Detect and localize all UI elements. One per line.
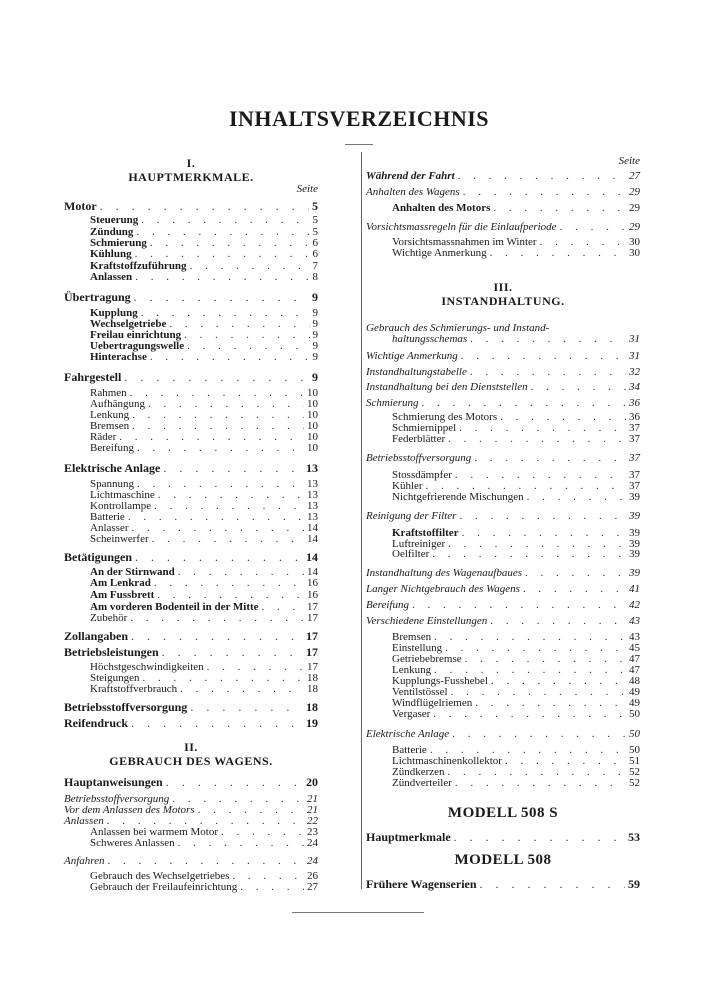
leader-dots <box>454 830 625 845</box>
entry-page: 14 <box>306 550 318 564</box>
entry-label: Gebrauch der Freilaufeinrichtung <box>90 881 238 893</box>
leader-dots <box>448 433 626 445</box>
entry-label: Kühler <box>392 480 423 492</box>
toc-entry <box>366 615 640 627</box>
section-2-title: GEBRAUCH DES WAGENS. <box>109 754 273 768</box>
entry-page: 13 <box>307 511 318 523</box>
entry-label: Anhalten des Motors <box>392 202 491 214</box>
entry-page: 10 <box>307 420 318 432</box>
entry-label: Verschiedene Einstellungen <box>366 615 488 627</box>
entry-page: 14 <box>307 533 318 545</box>
entry-page: 17 <box>306 629 318 643</box>
toc-entry <box>64 645 318 660</box>
entry-label: Einstellung <box>392 642 443 654</box>
entry-label: Kühlung <box>90 248 132 260</box>
toc-entry <box>366 202 640 214</box>
entry-label: Während der Fahrt <box>366 170 455 182</box>
entry-page: 48 <box>629 675 640 687</box>
leader-dots <box>432 548 626 560</box>
entry-page: 29 <box>629 221 640 233</box>
entry-label: Windflügelriemen <box>392 697 473 709</box>
entry-page: 14 <box>307 566 318 578</box>
toc-entry <box>64 700 318 715</box>
entry-page: 39 <box>629 567 640 579</box>
entry-label: Lenkung <box>90 409 130 421</box>
entry-label: Kraftstoffverbrauch <box>90 683 178 695</box>
entry-label: Kupplungs-Fusshebel <box>392 675 488 687</box>
entry-label: Schmiernippel <box>392 422 457 434</box>
entry-label: Anlassen bei warmem Motor <box>90 826 218 838</box>
toc-entry <box>64 716 318 731</box>
entry-page: 9 <box>312 340 318 352</box>
leader-dots <box>130 612 304 624</box>
entry-label: Anfahren <box>64 855 105 867</box>
entry-page: 10 <box>307 387 318 399</box>
leader-dots <box>531 381 626 393</box>
entry-label: Motor <box>64 199 97 213</box>
entry-label: Wechselgetriebe <box>90 318 167 330</box>
model-508s-entry <box>366 830 640 845</box>
entry-page: 36 <box>629 411 640 423</box>
entry-label: Luftreiniger <box>392 538 446 550</box>
leader-dots <box>150 351 310 363</box>
toc-entry <box>64 629 318 644</box>
left-column <box>64 0 318 1000</box>
entry-label: Rahmen <box>90 387 127 399</box>
seite-label-left: Seite <box>296 183 318 195</box>
entry-page: 9 <box>312 318 318 330</box>
model-508s-title: MODELL 508 S <box>447 805 559 821</box>
toc-entry <box>64 550 318 565</box>
entry-page: 29 <box>629 186 640 198</box>
entry-page: 52 <box>629 777 640 789</box>
entry-label: Reifendruck <box>64 716 128 730</box>
entry-page: 6 <box>312 248 318 260</box>
entry-page: 19 <box>306 716 318 730</box>
entry-label: Reinigung der Filter <box>366 510 457 522</box>
entry-page: 37 <box>629 480 640 492</box>
entry-label: Am Lenkrad <box>90 577 151 589</box>
leader-dots <box>190 700 303 715</box>
toc-entry <box>366 510 640 522</box>
entry-page: 39 <box>629 527 640 539</box>
toc-entry <box>366 397 640 409</box>
toc-entry <box>366 221 640 233</box>
entry-page: 13 <box>307 489 318 501</box>
toc-entry <box>64 775 318 790</box>
model-508-title: MODELL 508 <box>454 852 552 868</box>
entry-label: Lichtmaschinenkollektor <box>392 755 502 767</box>
entry-label: Oelfilter <box>392 548 430 560</box>
section-3-title: INSTANDHALTUNG. <box>441 294 565 308</box>
leader-dots <box>523 583 626 595</box>
toc-entry <box>366 452 640 464</box>
entry-label: Elektrische Anlage <box>366 728 450 740</box>
leader-dots <box>131 716 303 731</box>
entry-label: Vorsichtsmassnahmen im Winter <box>392 236 537 248</box>
entry-label: Kraftstoffilter <box>392 527 459 539</box>
entry-page: 43 <box>629 631 640 643</box>
toc-entry <box>64 442 318 454</box>
toc-entry <box>64 248 318 260</box>
toc-entry <box>366 381 640 393</box>
entry-label: Batterie <box>90 511 125 523</box>
leader-dots <box>455 777 626 789</box>
section-3-numeral: III. <box>493 280 513 294</box>
leader-dots <box>180 683 304 695</box>
leader-dots <box>134 290 309 305</box>
entry-page: 52 <box>629 766 640 778</box>
entry-page: 14 <box>307 522 318 534</box>
entry-label: Anlassen <box>90 271 133 283</box>
toc-entry <box>64 214 318 226</box>
toc-entry <box>366 491 640 503</box>
leader-dots <box>141 214 309 226</box>
toc-entry <box>64 577 318 589</box>
leader-dots <box>493 202 626 214</box>
entry-label: Hauptanweisungen <box>64 775 163 789</box>
entry-page: 8 <box>312 271 318 283</box>
entry-label: Getriebebremse <box>392 653 462 665</box>
entry-page: 36 <box>629 397 640 409</box>
leader-dots <box>135 550 303 565</box>
entry-label: Hinterachse <box>90 351 147 363</box>
entry-label: Betätigungen <box>64 550 133 564</box>
entry-label: Wichtige Anmerkung <box>392 247 487 259</box>
toc-entry <box>366 333 640 345</box>
entry-page: 26 <box>307 870 318 882</box>
entry-label: Federblätter <box>392 433 446 445</box>
entry-label: Schweres Anlassen <box>90 837 175 849</box>
entry-label: Batterie <box>392 744 427 756</box>
entry-label: Schmierung <box>90 237 147 249</box>
entry-label: Anlasser <box>90 522 129 534</box>
bottom-divider <box>292 912 424 913</box>
entry-label: haltungsschemas <box>392 333 468 345</box>
leader-dots <box>433 708 626 720</box>
toc-entry <box>64 290 318 305</box>
toc-entry <box>64 855 318 867</box>
column-divider <box>361 152 362 889</box>
entry-page: 49 <box>629 686 640 698</box>
leader-dots <box>470 333 626 345</box>
entry-page: 30 <box>629 247 640 259</box>
entry-page: 21 <box>307 793 318 805</box>
toc-entry <box>366 567 640 579</box>
entry-label: Räder <box>90 431 117 443</box>
entry-page: 47 <box>629 664 640 676</box>
entry-page: 17 <box>306 645 318 659</box>
leader-dots <box>525 567 626 579</box>
entry-page: 18 <box>306 700 318 714</box>
entry-page: 39 <box>629 510 640 522</box>
entry-label: Gebrauch des Schmierungs- und Instand- <box>366 322 550 334</box>
toc-entry <box>64 271 318 283</box>
entry-label: Zündung <box>90 226 134 238</box>
toc-entry <box>64 881 318 893</box>
leader-dots <box>474 452 626 464</box>
entry-label: Betriebsstoffversorgung <box>366 452 472 464</box>
entry-page: 10 <box>307 409 318 421</box>
entry-label: Schmierung des Motors <box>392 411 498 423</box>
leader-dots <box>157 589 304 601</box>
leader-dots <box>560 221 626 233</box>
entry-page: 37 <box>629 469 640 481</box>
leader-dots <box>459 510 626 522</box>
entry-page: 37 <box>629 422 640 434</box>
entry-page: 30 <box>629 236 640 248</box>
entry-label: Stossdämpfer <box>392 469 452 481</box>
leader-dots <box>458 170 626 182</box>
toc-entry <box>64 351 318 363</box>
entry-page: 51 <box>629 755 640 767</box>
leader-dots <box>412 599 626 611</box>
entry-page: 10 <box>307 398 318 410</box>
entry-label: Zubehör <box>90 612 128 624</box>
entry-label: An der Stirnwand <box>90 566 175 578</box>
entry-page: 18 <box>307 672 318 684</box>
seite-label-right: Seite <box>618 155 640 167</box>
section-1-title: HAUPTMERKMALE. <box>128 170 254 184</box>
toc-entry <box>64 683 318 695</box>
entry-label: Wichtige Anmerkung <box>366 350 458 362</box>
entry-label: Kraftstoffzuführung <box>90 260 187 272</box>
entry-label: Instandhaltung bei den Dienststellen <box>366 381 528 393</box>
entry-label: Zündkerzen <box>392 766 445 778</box>
leader-dots <box>100 199 309 214</box>
entry-label: Vorsichtsmassregeln für die Einlaufperiode <box>366 221 557 233</box>
entry-page: 27 <box>629 170 640 182</box>
entry-page: 32 <box>629 366 640 378</box>
entry-page: 59 <box>628 877 640 891</box>
entry-label: Zündverteiler <box>392 777 452 789</box>
toc-entry <box>64 837 318 849</box>
entry-page: 34 <box>629 381 640 393</box>
entry-page: 16 <box>307 589 318 601</box>
entry-label: Uebertragungswelle <box>90 340 185 352</box>
section-1-numeral: I. <box>186 156 196 170</box>
entry-page: 31 <box>629 333 640 345</box>
entry-page: 47 <box>629 653 640 665</box>
leader-dots <box>108 855 304 867</box>
entry-page: 41 <box>629 583 640 595</box>
entry-page: 13 <box>306 461 318 475</box>
entry-page: 16 <box>307 577 318 589</box>
entry-label: Instandhaltung des Wagenaufbaues <box>366 567 523 579</box>
entry-label: Nichtgefrierende Mischungen <box>392 491 524 503</box>
entry-page: 39 <box>629 548 640 560</box>
leader-dots <box>137 442 304 454</box>
entry-page: 9 <box>312 290 318 304</box>
leader-dots <box>124 370 309 385</box>
entry-page: 27 <box>307 881 318 893</box>
entry-label: Höchstgeschwindigkeiten <box>90 661 204 673</box>
entry-page: 22 <box>307 815 318 827</box>
toc-entry <box>64 461 318 476</box>
page-title: INHALTSVERZEICHNIS <box>228 106 490 131</box>
entry-label: Spannung <box>90 478 134 490</box>
section-2-numeral: II. <box>184 740 198 754</box>
entry-label: Übertragung <box>64 290 131 304</box>
entry-label: Am vorderen Bodenteil in der Mitte <box>90 601 259 613</box>
entry-page: 9 <box>312 307 318 319</box>
entry-label: Kontrollampe <box>90 500 152 512</box>
leader-dots <box>135 248 310 260</box>
leader-dots <box>154 577 304 589</box>
entry-page: 37 <box>629 452 640 464</box>
entry-page: 9 <box>312 351 318 363</box>
toc-entry <box>366 366 640 378</box>
leader-dots <box>162 645 303 660</box>
toc-entry <box>366 247 640 259</box>
leader-dots <box>240 881 304 893</box>
toc-entry <box>64 612 318 624</box>
entry-label: Lichtmaschine <box>90 489 155 501</box>
toc-entry <box>366 548 640 560</box>
leader-dots <box>166 775 303 790</box>
entry-label: Anhalten des Wagens <box>366 186 460 198</box>
leader-dots <box>527 491 626 503</box>
entry-page: 6 <box>312 237 318 249</box>
entry-page: 24 <box>307 837 318 849</box>
entry-label: Schmierung <box>366 397 419 409</box>
model-508-entry <box>366 877 640 892</box>
entry-page: 50 <box>629 728 640 740</box>
entry-page: 17 <box>307 661 318 673</box>
entry-page: 18 <box>307 683 318 695</box>
leader-dots <box>461 350 626 362</box>
leader-dots <box>452 728 626 740</box>
entry-label: Langer Nichtgebrauch des Wagens <box>366 583 520 595</box>
entry-label: Vor dem Anlassen des Motors <box>64 804 195 816</box>
toc-entry <box>366 708 640 720</box>
entry-page: 45 <box>629 642 640 654</box>
entry-label: Ventilstössel <box>392 686 448 698</box>
entry-label: Bremsen <box>90 420 130 432</box>
toc-entry <box>366 186 640 198</box>
toc-entry <box>366 777 640 789</box>
entry-page: 49 <box>629 697 640 709</box>
entry-label: Instandhaltungstabelle <box>366 366 467 378</box>
leader-dots <box>131 629 303 644</box>
entry-label: Betriebsstoffversorgung <box>64 700 188 714</box>
entry-page: 5 <box>312 214 318 226</box>
leader-dots <box>490 615 626 627</box>
leader-dots <box>490 247 626 259</box>
entry-label: Fahrgestell <box>64 370 122 384</box>
entry-page: 21 <box>307 804 318 816</box>
toc-entry <box>366 728 640 740</box>
entry-page: 5 <box>312 199 318 213</box>
toc-entry <box>366 350 640 362</box>
entry-page: 37 <box>629 433 640 445</box>
entry-label: Freilau einrichtung <box>90 329 182 341</box>
entry-page: 10 <box>307 431 318 443</box>
entry-page: 7 <box>312 260 318 272</box>
entry-label: Bereifung <box>366 599 409 611</box>
entry-label: Am Fussbrett <box>90 589 155 601</box>
toc-entry <box>64 199 318 214</box>
toc-entry <box>366 599 640 611</box>
entry-label: Steuerung <box>90 214 139 226</box>
toc-entry <box>366 583 640 595</box>
leader-dots <box>470 366 626 378</box>
entry-page: 29 <box>629 202 640 214</box>
entry-label: Gebrauch des Wechselgetriebes <box>90 870 230 882</box>
leader-dots <box>135 271 309 283</box>
entry-page: 23 <box>307 826 318 838</box>
entry-label: Zollangaben <box>64 629 129 643</box>
entry-label: Steigungen <box>90 672 140 684</box>
entry-page: 10 <box>307 442 318 454</box>
entry-label: Frühere Wagenserien <box>366 877 477 891</box>
entry-page: 13 <box>307 478 318 490</box>
leader-dots <box>152 533 304 545</box>
entry-page: 17 <box>307 601 318 613</box>
entry-page: 5 <box>312 226 318 238</box>
entry-label: Kupplung <box>90 307 138 319</box>
toc-entry <box>64 589 318 601</box>
entry-label: Betriebsstoffversorgung <box>64 793 170 805</box>
entry-page: 42 <box>629 599 640 611</box>
leader-dots <box>422 397 626 409</box>
entry-label: Betriebsleistungen <box>64 645 159 659</box>
right-column <box>366 0 640 1000</box>
entry-page: 13 <box>307 500 318 512</box>
entry-label: Bereifung <box>90 442 134 454</box>
entry-page: 50 <box>629 744 640 756</box>
entry-label: Scheinwerfer <box>90 533 149 545</box>
entry-page: 24 <box>307 855 318 867</box>
entry-label: Hauptmerkmale <box>366 830 451 844</box>
entry-page: 20 <box>306 775 318 789</box>
entry-label: Vergaser <box>392 708 431 720</box>
entry-page: 43 <box>629 615 640 627</box>
entry-label: Anlassen <box>64 815 104 827</box>
leader-dots <box>178 837 304 849</box>
entry-label: Bremsen <box>392 631 432 643</box>
entry-page: 9 <box>312 370 318 384</box>
toc-entry <box>64 533 318 545</box>
entry-page: 53 <box>628 830 640 844</box>
entry-page: 17 <box>307 612 318 624</box>
leader-dots <box>463 186 626 198</box>
entry-page: 39 <box>629 491 640 503</box>
toc-entry <box>64 370 318 385</box>
entry-page: 31 <box>629 350 640 362</box>
toc-entry <box>366 433 640 445</box>
entry-label: Aufhängung <box>90 398 145 410</box>
entry-page: 9 <box>312 329 318 341</box>
entry-label: Lenkung <box>392 664 432 676</box>
entry-page: 39 <box>629 538 640 550</box>
leader-dots <box>480 877 625 892</box>
toc-entry <box>366 170 640 182</box>
entry-label: Elektrische Anlage <box>64 461 161 475</box>
leader-dots <box>163 461 303 476</box>
entry-page: 50 <box>629 708 640 720</box>
